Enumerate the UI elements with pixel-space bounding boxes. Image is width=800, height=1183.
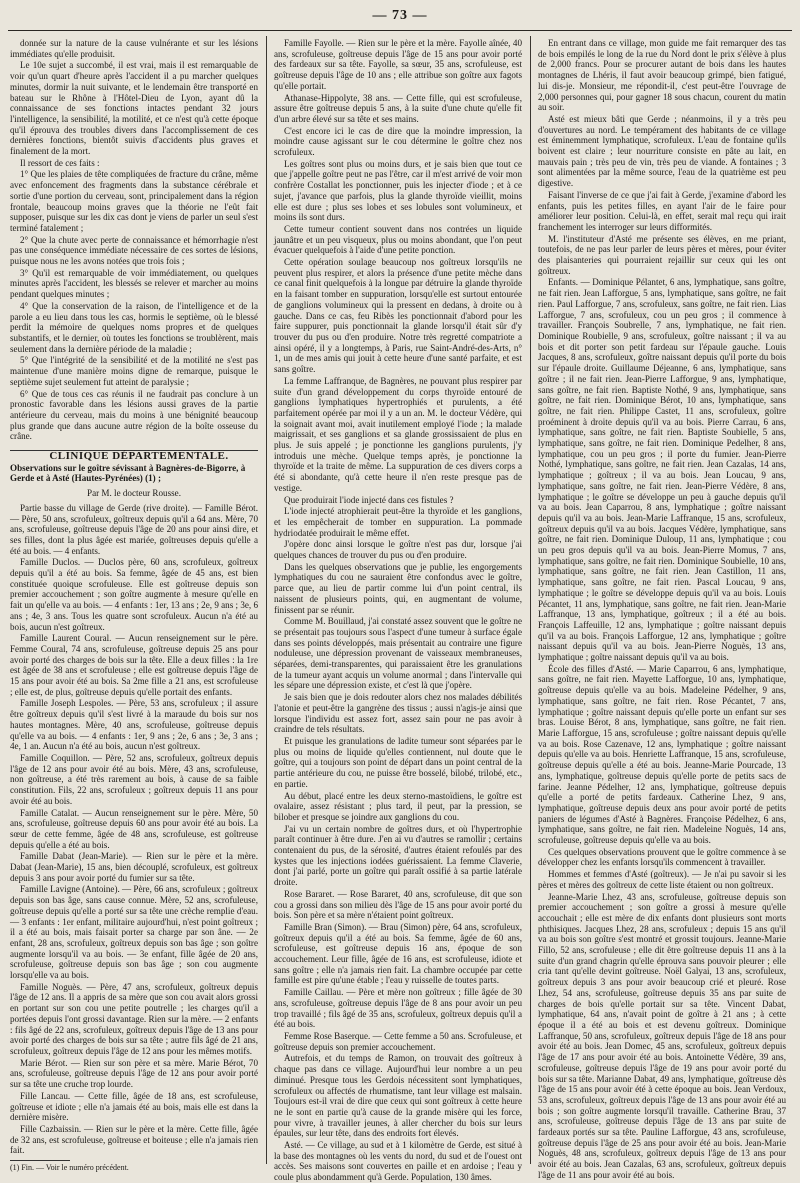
paragraph: Comme M. Bouillaud, j'ai constaté assez souvent que le goître ne se présentait pas toujours sous l'aspect d'une tumeur à surface égale dans ses points développés, mais présentait au contraire une figure noduleuse, une dépression provenant de vaisseaux membraneuses, séparées, demi-transparentes, qui paraissaient être les granulations de la tumeur ayant acquis un volume anormal ; dans l'intervalle qui les sépare une dépression existe, et c'est là que j'opère. — [274, 616, 522, 691]
header-rule — [8, 30, 792, 31]
paragraph: Faisant l'inverse de ce que j'ai fait à Gerde, j'examine d'abord les enfants, puis les petites filles, en ayant l'air de le faire pour améliorer leur position. Celui-là, en effet, serait mal reçu qui irait franchement les interroger sur leurs difformités. — [538, 189, 786, 232]
column-divider-2 — [530, 36, 531, 1164]
paragraph: Femme Rose Baserque. — Cette femme a 50 ans. Scrofuleuse, et goîtreuse depuis son premier accouchement. — [274, 1030, 522, 1052]
paragraph: Famille Catalat. — Aucun renseignement sur le père. Mère, 50 ans, scrofuleuse, goîtreuse depuis 60 ans pour avoir été au bois. La sœur de cette femme, âgée de 48 ans, scrofuleuse, est goîtreuse depuis qu'elle a été au bois. — [10, 807, 258, 850]
column-3 — [538, 38, 786, 1180]
footnote-rule — [10, 1160, 70, 1161]
paragraph: Famille Coquillon. — Père, 52 ans, scrofuleux, goîtreux depuis l'âge de 12 ans pour avoir été au bois. Mère, 43 ans, scrofuleuse, non goîtreuse, a été très rarement au bois, à cause de sa faible constitution. Fils, 22 ans, scrofuleux ; goîtreux depuis 11 ans pour avoir été au bois. — [10, 753, 258, 806]
paragraph: École des filles d'Asté. — Marie Caparrou, 6 ans, lymphatique, sans goître, ne fait rien. Mayette Lafforgue, 10 ans, lymphatique, goîtreuse depuis qu'elle va au bois. Madeleine Pédelher, 9 ans, lymphatique, sans goître, ne fait rien. Rose Pécantet, 7 ans, lymphatique ; goître naissant depuis qu'elle porte un enfant sur ses bras. Louise Bérot, 8 ans, lymphatique, sans goître, ne fait rien. Marie Lafforgue, 15 ans, scrofuleuse ; goître naissant depuis qu'elle va au bois. Rose Cazenave, 12 ans, lymphatique ; goître naissant depuis qu'elle va au bois. Henriette Laffranque, 15 ans, scrofuleuse, goîtreuse depuis qu'elle a été au bois. Jeanne-Marie Pourcade, 13 ans, lymphatique, goîtreuse depuis qu'elle porte de petits sacs de farine. Jeanne Pédelher, 12 ans, lymphatique, goîtreuse depuis qu'elle a porté de petits fardeaux. Catherine Lhez, 9 ans, lymphatique, goîtreuse depuis deux ans pour avoir porté de petits paniers de légumes d'Asté à Bagnères. Françoise Pédelhez, 6 ans, lymphatique, sans goître, ne fait rien. Madeleine Noguès, 14 ans, scrofuleuse, goîtreuse depuis qu'elle va au bois. — [538, 663, 786, 846]
paragraph: L'iode injecté atrophierait peut-être la thyroïde et les ganglions, et les empêcherait de tomber en suppuration. La pommade hydriodatée produirait le même effet. — [274, 506, 522, 538]
paragraph: C'est encore ici le cas de dire que la moindre impression, la moindre cause agissant sur le cou détermine le goître chez nos scrofuleux. — [274, 125, 522, 158]
paragraph: 4° Que la conservation de la raison, de l'intelligence et de la parole a eu lieu dans tous les cas, hormis le septième, où le blessé perdit la mémoire de quelques noms propres et de quelques substantifs, et le dernier, où toutes les fonctions se troublèrent, mais seulement dans la dernière période de la maladie ; — [10, 300, 258, 354]
paragraph: 2° Que la chute avec perte de connaissance et hémorrhagie n'est pas une conséquence immédiate nécessaire de ces sortes de lésions, puisque nous ne les avons notées que trois fois ; — [10, 234, 258, 267]
paragraph: Le 10e sujet a succombé, il est vrai, mais il est remarquable de voir qu'un quart d'heure après l'accident il a pu marcher quelques minutes, dormir la nuit suivante, et le lendemain être transporté en bateau sur le Rhône à l'Hôtel-Dieu de Lyon, ayant dû la connaissance de ses fonctions intactes pendant 32 jours l'intelligence, la sensibilité, la motilité, et ce n'est qu'à cette époque qu'il éprouva des troubles divers dans l'accomplissement de ces dernières fonctions, bientôt suivis d'accidents plus graves et finalement de la mort. — [10, 60, 258, 157]
section-title: CLINIQUE DÉPARTEMENTALE. — [49, 450, 229, 463]
paragraph: Il ressort de ces faits : — [20, 157, 100, 168]
column-divider-1 — [266, 36, 267, 1164]
paragraph: Famille Fayolle. — Rien sur le père et la mère. Fayolle aînée, 40 ans, scrofuleuse, goîtreuse depuis l'âge de 15 ans pour avoir porté des fardeaux sur sa tête. Fayolle, sa sœur, 35 ans, scrofuleuse, est goîtreuse depuis l'âge de 10 ans ; elle attribue son goître aux fagots qu'elle portait. — [274, 38, 522, 91]
paragraph: J'opère donc ainsi lorsque le goître n'est pas dur, lorsque j'ai quelques chances de trouver du pus ou d'en produire. — [274, 539, 522, 561]
paragraph: Famille Bran (Simon). — Brau (Simon) père, 64 ans, scrofuleux, goîtreux depuis qu'il a été au bois. Sa femme, âgée de 60 ans, scrofuleuse, est goîtreuse depuis 16 ans, époque de son accouchement. Leur fille, âgée de 16 ans, est scrofuleuse, idiote et sans goître ; elle n'a jamais rien fait. La chambre occupée par cette famille est pire qu'une étable ; l'eau y ruisselle de toutes parts. — [274, 921, 522, 986]
paragraph: Famille Dabat (Jean-Marie). — Rien sur le père et la mère. Dabat (Jean-Marie), 15 ans, bien découplé, scrofuleux, est goîtreux depuis 3 ans pour avoir porté du fumier sur sa tête. — [10, 851, 258, 883]
column-2 — [274, 38, 522, 1183]
paragraph: Famille Duclos. — Duclos père, 60 ans, scrofuleux, goîtreux depuis qu'il a été au bois. Sa femme, âgée de 45 ans, est bien constituée quoique scrofuleuse. Elle est goîtreuse depuis son premier accouchement ; son goître augmente à mesure qu'elle en fait un qu'elle va au bois. — 4 enfants : 1er, 13 ans ; 2e, 9 ans ; 3e, 6 ans ; 4e, 3 ans. Tous les quatre sont scrofuleux. Aucun n'a été au bois, aucun n'est goîtreux. — [10, 557, 259, 632]
paragraph: Asté est mieux bâti que Gerde ; néanmoins, il y a très peu d'ouvertures au nord. Le tempérament des habitants de ce village est éminemment lymphatique, scrofuleux. L'eau de fontaine qu'ils boivent est claire ; leur nourriture consiste en pâte au lait, en mauvais pain ; très peu de vin, très peu de viande. A fontaines ; 3 sont alimentées par la même source, l'eau de la quatrième est peu digestive. — [538, 113, 786, 189]
paragraph: M. l'instituteur d'Asté me présente ses élèves, en me priant, toutefois, de ne pas leur parler de leurs pères et mères, pour éviter des plaisanteries qui pourraient rejaillir sur ceux qui les ont goîtreux. — [538, 233, 786, 276]
paragraph: Enfants. — Dominique Pélantet, 6 ans, lymphatique, sans goître, ne fait rien. Jean Lafforgue, 5 ans, lymphatique, sans goître, ne fait rien. Paul Lafforgue, 7 ans, scrofuleux, sans goître, ne fait rien. Lias Lafforgue, 7 ans, scrofuleux, cou un peu gros ; il commence à travailler. François Soubrelle, 7 ans, lymphatique, ne fait rien. Dominique Roubielle, 9 ans, scrofuleux, goître naissant ; il va au bois et dit porter son petit fardeau sur l'épaule gauche. Louis Jacques, 8 ans, scrofuleux, goître naissant depuis qu'il porte du bois sur l'épaule droite. Guillaume Déjeanne, 6 ans, lymphatique, sans goître ; il ne fait rien. Jean-Pierre Lafforgue, 9 ans, lymphatique, sans goître, ne fait rien. Baptiste Nothé, 9 ans, lymphatique, sans goître, ne fait rien. Dominique Bérot, 10 ans, lymphatique, sans goître, ne fait rien. Philippe Castet, 11 ans, scrofuleux, goître proéminent à droite depuis qu'il va au bois. Pierre Carrau, 6 ans, lymphatique, sans goître, ne fait rien. Baptiste Soubielle, 5 ans, lymphatique, sans goître, ne fait rien. Dominique Pedelher, 8 ans, lymphatique, cou un peu gros ; il porte du fumier. Jean-Pierre Nothé, lymphatique, sans goître, ne fait rien. Jean Cazalas, 14 ans, lymphatique ; goîtreux ; il va au bois. Jean Loucau, 9 ans, lymphatique, sans goître, ne fait rien. Jean-Pierre Védère, 8 ans, lymphatique ; le goître se développe un peu à gauche depuis qu'il va au bois. Jean Caparrou, 8 ans, lymphatique ; goître naissant depuis qu'il va au bois. Jean-Marie Laffranque, 15 ans, scrofuleux, goîtreux depuis qu'il va au bois. Jacques Védère, lymphatique, sans goître, ne fait rien. Dominique Duloup, 11 ans, lymphatique ; cou un peu gros depuis qu'il va au bois. Jean-Pierre Momus, 7 ans, lymphatique, sans goître, ne fait rien. Dominique Soubielle, 10 ans, lymphatique, sans goître, ne fait rien. Jean Castillon, 11 ans, lymphatique, sans goître, ne fait rien. Pascal Loucau, 9 ans, lymphatique ; le goître se développe depuis qu'il va au bois. Louis Pécantet, 11 ans, lymphatique, sans goître, ne fait rien. Jean-Marie Laffranque, 13 ans, lymphatique, goîtreux ; il a été au bois. François Laffeuille, 12 ans, lymphatique ; goître naissant depuis qu'il va au bois. François Lafforgue, 12 ans, lymphatique ; goître naissant depuis qu'il va au bois. Jean-Pierre Noguès, 13 ans, lymphatique ; goître naissant depuis qu'il va au bois. — [538, 277, 786, 663]
page-number: — 73 — — [372, 8, 428, 23]
paragraph: Famille Laurent Coural. — Aucun renseignement sur le père. Femme Coural, 74 ans, scrofuleuse, goîtreuse depuis 25 ans pour avoir porté des charges de bois sur la tête. Elle a deux filles : la 1re est âgée de 38 ans et scrofuleuse ; elle est goîtreuse depuis l'âge de 15 ans pour avoir été au bois. Sa 2me fille a 21 ans, est scrofuleuse ; elle est, de plus, goîtreuse depuis qu'elle portait des enfants. — [10, 633, 258, 697]
paragraph: 3° Qu'il est remarquable de voir immédiatement, ou quelques minutes après l'accident, les blessés se relever et marcher au moins pendant quelques minutes ; — [10, 267, 258, 300]
paragraph: Dans les quelques observations que je publie, les engorgements lymphatiques du cou ne sauraient être confondus avec le goître, parce que, au lieu de partir comme lui d'un point central, ils naissent de plusieurs points, qui, en augmentant de volume, finissent par se réunir. — [274, 561, 522, 615]
paragraph: Je sais bien que je dois redouter alors chez nos malades débilités l'atonie et peut-être la gangrène des tissus ; aussi n'agis-je ainsi que lorsque l'individu est assez fort, assez sain pour ne pas avoir à craindre de tels résultats. — [274, 692, 522, 735]
paragraph: Cette tumeur contient souvent dans nos contrées un liquide jaunâtre et un peu visqueux, plus ou moins abondant, que l'on peut évacuer quelquefois à l'aide d'une petite ponction. — [274, 223, 522, 256]
footnote: (1) Fin. — Voir le numéro précédent. — [10, 1163, 129, 1173]
paragraph: Famille Lavigne (Antoine). — Père, 66 ans, scrofuleux ; goîtreux depuis son bas âge, sans cause connue. Mère, 52 ans, scrofuleuse, goîtreuse depuis qu'elle a porté sur sa tête une crèche remplie d'eau. — 3 enfants : 1er enfant, militaire aujourd'hui, n'est point goîtreux ; il a été au bois, mais faisait porter sa charge par son âne. — 2e enfant, 28 ans, scrofuleux, goîtreux depuis son bas âge ; son goître augmente lorsqu'il va au bois. — 3e enfant, fille âgée de 20 ans, scrofuleuse, goîtreuse depuis son bas âge ; son cou augmente lorsqu'elle va au bois. — [10, 884, 258, 981]
paragraph: Et puisque les granulations de ladite tumeur sont séparées par le plus ou moins de liquide qu'elles contiennent, nul doute que le goître, qui a toujours son point de départ dans un point central de la partie antérieure du cou, ne puisse être bosselé, bilobé, trilobé, etc., en partie. — [274, 736, 522, 789]
article-title: Observations sur le goître sévissant à Bagnères-de-Bigorre, à Gerde et à Asté (Hautes-Pyrénées) (1) ; — [10, 462, 246, 484]
paragraph: Ces quelques observations prouvent que le goître commence à se développer chez les enfants lorsqu'ils commencent à travailler. — [538, 846, 786, 868]
paragraph: 6° Que de tous ces cas réunis il ne faudrait pas conclure à un pronostic favorable dans les lésions aussi graves de la partie antérieure du cerveau, mais du moins à une bénignité beaucoup plus grande que dans aucune autre région de la boîte osseuse du crâne. — [10, 388, 258, 442]
paragraph: Partie basse du village de Gerde (rive droite). — Famille Bérot. — Père, 50 ans, scrofuleux, goîtreux depuis qu'il a 64 ans. Mère, 70 ans, scrofuleuse, goîtreuse depuis l'âge de 20 ans pour ainsi dire, et ses filles, dont la plus âgée est mariée, goîtreuses depuis qu'elle a été au bois. — 4 enfants. — [10, 502, 258, 556]
paragraph: En entrant dans ce village, mon guide me fait remarquer des tas de bois empilés le long de la rue du Nord dont le prix s'élève à plus de 2,000 francs. Pour se procurer autant de bois dans les hautes montagnes de Lhéris, il faut avoir beaucoup grimpé, bien fatigué, lui dis-je. Monsieur, me répondit-il, c'est peut-être l'ouvrage de 2,000 personnes qui, pour gagner 18 sous chacun, courent du matin au soir. — [538, 38, 786, 113]
article-author: Par M. le docteur Rousse. — [87, 488, 181, 499]
paragraph: Athanase-Hippolyte, 38 ans. — Cette fille, qui est scrofuleuse, assure être goîtreuse depuis 5 ans, à la suite d'une chute qu'elle fit d'un arbre élevé sur sa tête et ses mains. — [274, 92, 522, 124]
paragraph: Les goîtres sont plus ou moins durs, et je sais bien que tout ce que j'appelle goître peut ne pas l'être, car il m'est arrivé de voir mon confrère Costallat les ponctionner, puis les injecter d'iode ; et à ce sujet, j'avance que parfois, plus la glande thyroïde vieillit, moins elle est dure ; plus ses lobes et ses lobules sont volumineux, et moins ils sont durs. — [274, 158, 522, 223]
paragraph: Au début, placé entre les deux sterno-mastoïdiens, le goître est ovalaire, assez résistant ; plus tard, il peut, par la pression, se bilober et presque se joindre aux ganglions du cou. — [274, 790, 522, 822]
paragraph: Jeanne-Marie Lhez, 43 ans, scrofuleuse, goîtreuse depuis son premier accouchement ; son goître a grossi à mesure qu'elle accouchait ; elle est mère de dix enfants dont plusieurs sont morts phthisiques. Jacques Lhez, 28 ans, scrofuleux ; depuis 15 ans qu'il va au bois son goître s'est montré et grossit toujours. Jeanne-Marie Fillo, 52 ans, scrofuleuse ; elle dit être goîtreuse depuis 11 ans à la suite d'un grand chagrin qu'elle éprouva sans pouvoir pleurer ; elle cria tant qu'elle devint goîtreuse. Noël Galyai, 13 ans, scrofuleux, goîtreux depuis 3 ans pour avoir beaucoup crié et pleuré. Rose Lhez, 54 ans, scrofuleuse, goîtreuse depuis 35 ans par suite de charges de bois qu'elle portait sur sa tête. Vincent Dabat, lymphatique, 64 ans, n'avait point de goître à 21 ans ; à cette époque il a été au bois et est devenu goîtreux. Dominique Laffranque, 50 ans, scrofuleux, goîtreux depuis l'âge de 18 ans pour avoir été au bois. Jean Domec, 45 ans, scrofuleux, goîtreux depuis l'âge de 17 ans pour avoir été au bois. Antoinette Védère, 39 ans, scrofuleuse, goîtreuse depuis l'âge de 19 ans pour avoir porté du bois sur sa tête. Marianne Dabat, 49 ans, lymphatique, goîtreuse dès l'âge de 15 ans pour avoir été à cette époque au bois. Jean Verdoux, 53 ans, scrofuleux, goîtreux depuis l'âge de 13 ans pour avoir été au bois ; son goître augmente lorsqu'il travaille. Catherine Brau, 37 ans, scrofuleuse, goîtreuse depuis l'âge de 13 ans par suite de fardeaux portés sur sa tête. Pauline Lafforgue, 43 ans, scrofuleuse, goîtreuse depuis l'âge de 25 ans pour avoir été au bois. Jean-Marie Noguès, 48 ans, scrofuleux, goîtreux depuis l'âge de 13 ans pour avoir été au bois. Jean Cazalas, 63 ans, scrofuleux, goîtreux depuis l'âge de 11 ans pour avoir été au bois. — [538, 891, 786, 1180]
paragraph: Hommes et femmes d'Asté (goîtreux). — Je n'ai pu savoir si les pères et mères des goîtreux de cette liste étaient ou non goîtreux. — [538, 869, 786, 890]
paragraph: Marie Bérot. — Rien sur son père et sa mère. Marie Bérot, 70 ans, scrofuleuse, goîtreuse depuis l'âge de 12 ans pour avoir porté sur sa tête une cruche trop lourde. — [10, 1057, 258, 1090]
paragraph: Asté. — Ce village, au sud et à 1 kilomètre de Gerde, est situé à la base des montagnes où les vents du nord, du sud et de l'ouest ont accès. Ses maisons sont couvertes en paille et en ardoise ; l'eau y coule plus abondamment qu'à Gerde. Population, 130 âmes. — [274, 1140, 522, 1183]
paragraph: Autrefois, et du temps de Ramon, on trouvait des goîtreux à chaque pas dans ce village. Aujourd'hui leur nombre a un peu diminué. Presque tous les Gerdois nécessitent sont lymphatiques, scrofuleux ou affectés de rhumatisme, tant leur village est malsain. Toujours est-il vrai de dire que ceux qui sont goîtreux à cette heure ne le sont en partie qu'à cause de la grande misère qui les force, pour vivre, à travailler jeunes, à aller chercher du bois sur leurs épaules, sur leur tête, dans des endroits fort élevés. — [274, 1053, 522, 1139]
paragraph: Famille Noguès. — Père, 47 ans, scrofuleux, goîtreux depuis l'âge de 12 ans. Il a appris de sa mère que son cou avait alors grossi en portant sur son cou une petite poutrelle ; les charges qu'il a portées depuis l'ont grossi davantage. Rien sur la mère. — 2 enfants : fils âgé de 22 ans, scrofuleux, goîtreux depuis l'âge de 13 ans pour avoir porté des charges de bois sur sa tête ; autre fils âgé de 21 ans, scrofuleux, goîtreux depuis l'âge de 12 ans pour les mêmes motifs. — [10, 981, 258, 1056]
paragraph: Fille Cazbaissin. — Rien sur le père et la mère. Cette fille, âgée de 32 ans, est scrofuleuse, goîtreuse et boiteuse ; elle n'a jamais rien fait. — [10, 1123, 258, 1156]
paragraph: J'ai vu un certain nombre de goîtres durs, et où l'hypertrophie paraît continuer à être dure. J'en ai vu d'autres se ramollir ; certains contenaient du pus, de la sérosité, d'autres étaient refoulés par des kystes que les injections iodées guérissaient. La femme Claverie, dont j'ai parlé, porte un goître qui paraît ossifié à sa partie latérale droite. — [274, 823, 522, 888]
paragraph: Que produirait l'iode injecté dans ces fistules ? — [284, 494, 454, 505]
column-1 — [10, 38, 259, 1173]
paragraph: Famille Caillau. — Père et mère non goîtreux ; fille âgée de 30 ans, scrofuleuse, goîtreuse depuis l'âge de 8 ans pour avoir un peu trop travaillé ; fils âgé de 35 ans, scrofuleux, goîtreux depuis qu'il a été au bois. — [274, 987, 522, 1030]
paragraph: 1° Que les plaies de tête compliquées de fracture du crâne, même avec enfoncement des fragments dans la substance cérébrale et sortie d'une portion du cerveau, sont, principalement dans la région frontale, beaucoup moins graves que la théorie ne l'eût fait supposer, puisque sur les dix cas dont je viens de parler un seul s'est terminé fatalement ; — [10, 169, 258, 233]
paragraph: Rose Bararet. — Rose Bararet, 40 ans, scrofuleuse, dit que son cou a grossi dans son milieu dès l'âge de 15 ans pour avoir porté du bois. Son père et sa mère n'étaient point goîtreux. — [274, 888, 522, 921]
paragraph: Famille Joseph Lespoles. — Père, 53 ans, scrofuleux ; il assure être goîtreux depuis qu'il s'est livré à la maraude du bois sur nos hautes montagnes. Mère, 40 ans, scrofuleuse, goîtreuse depuis qu'elle va au bois. — 4 enfants : 1er, 9 ans ; 2e, 6 ans ; 3e, 3 ans ; 4e, 1 an. Aucun n'a été au bois, aucun n'est goîtreux. — [10, 698, 258, 752]
paragraph: La femme Laffranque, de Bagnères, ne pouvant plus respirer par suite d'un grand développement du corps thyroïde entouré de ganglions lymphatiques hypertrophiés et purulents, a été parfaitement opérée par moi il y a un an. M. le docteur Védère, qui la soignait avant moi, avait inutilement employé l'iode ; la malade maigrissait, et ses ganglions et sa glande grossissaient de plus en plus. Je suis appelé ; je ponctionne les ganglions purulents, j'y introduis une mèche. Quelque temps après, je ponctionne la thyroïde et la traite de même. La suppuration de ces divers corps a été si abondante, qu'à cette heure il n'en reste presque pas de vestige. — [274, 375, 522, 493]
paragraph: 5° Que l'intégrité de la sensibilité et de la motilité ne s'est pas maintenue d'une manière moins digne de remarque, puisque le septième sujet seulement fut atteint de paralysie ; — [10, 355, 258, 387]
paragraph: Cette opération soulage beaucoup nos goîtreux lorsqu'ils ne peuvent plus respirer, et alors la présence d'une petite mèche dans ce canal finit quelquefois à la longue par détruire la glande thyroïde en la faisant tomber en suppuration, lorsqu'elle est surtout entourée de ganglions volumineux qui la pressent en dedans, à droite ou à gauche. Dans ce cas, feu Ribès les ponctionnait d'abord pour les faire suppurer, puis ponctionnait la glande lorsqu'il était sûr d'y trouver du pus ou d'en produire. Notre très regretté compatriote a ainsi opéré, il y a longtemps, à Paris, rue Saint-André-des-Arts, n° 1, un de mes amis qui jouit à cette heure d'une santé parfaite, et est sans goître. — [274, 257, 522, 375]
paragraph: Fille Lancau. — Cette fille, âgée de 18 ans, est scrofuleuse, goîtreuse et idiote ; elle n'a jamais été au bois, mais elle est dans la dernière misère. — [10, 1090, 258, 1123]
paragraph: donnée sur la nature de la cause vulnérante et sur les lésions immédiates qu'elle produisit. — [10, 38, 258, 59]
